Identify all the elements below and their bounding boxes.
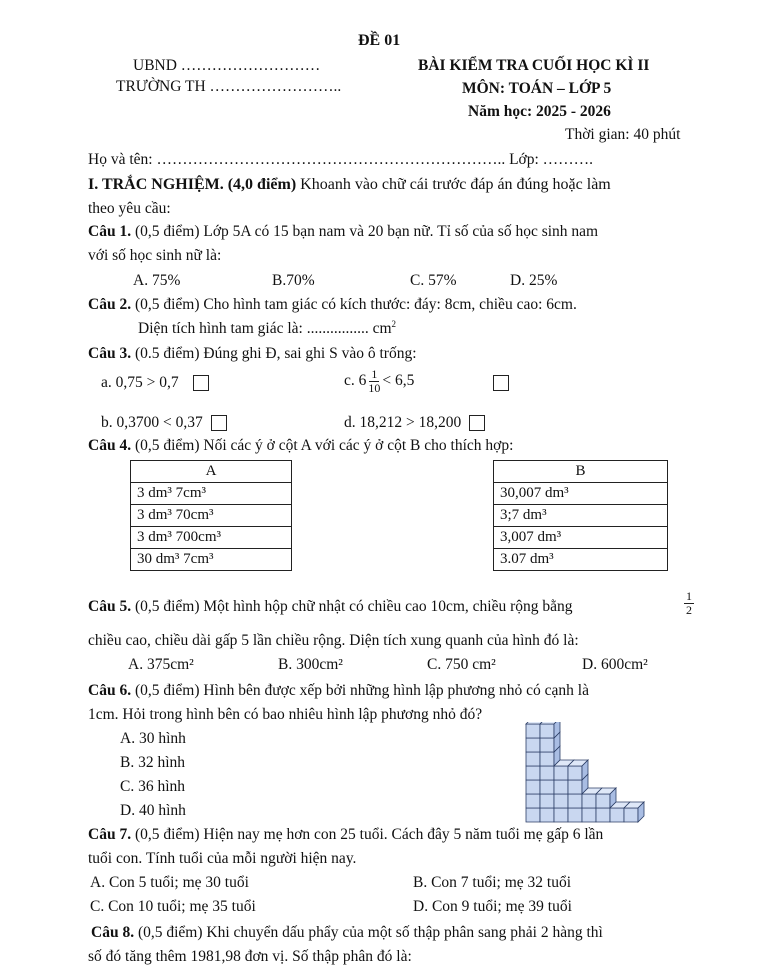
- q2-answer-line: Diện tích hình tam giác là: ................ $cm^2$: [138, 318, 397, 337]
- q6-option-b[interactable]: B. 32 hình: [120, 754, 186, 771]
- cube-staircase-figure: [522, 722, 654, 828]
- q7-text-line1: Câu 7. (0,5 điểm) Hiện nay mẹ hơn con 25 tuổi. Cách đây 5 năm tuổi mẹ gấp 6 lần: [88, 826, 604, 843]
- cube-face: [540, 808, 554, 822]
- q8-text-line2: số đó tăng thêm 1981,98 đơn vị. Số thập phân đó là:: [88, 948, 412, 965]
- q7-option-b[interactable]: B. Con 7 tuổi; mẹ 32 tuổi: [413, 874, 572, 891]
- cube-face: [526, 724, 540, 738]
- q1-text-line2: với số học sinh nữ là:: [88, 247, 222, 264]
- cube-face: [568, 794, 582, 808]
- cube-face: [582, 794, 596, 808]
- q7-label: Câu 7.: [88, 826, 132, 843]
- q7-option-a[interactable]: A. Con 5 tuổi; mẹ 30 tuổi: [90, 874, 249, 891]
- q5-text-line2: chiều cao, chiều dài gấp 5 lần chiều rộng. Diện tích xung quanh của hình đó là:: [88, 632, 579, 649]
- q5-option-a[interactable]: A. 375cm²: [128, 656, 194, 673]
- q4-column-a-table: [130, 460, 292, 571]
- cube-face: [596, 808, 610, 822]
- q5-text-line1: Câu 5. (0,5 điểm) Một hình hộp chữ nhật có chiều cao 10cm, chiều rộng bằng: [88, 598, 573, 615]
- q4-col-a-item[interactable]: 3 dm³ 7cm³: [131, 483, 292, 505]
- q4-col-a-header: A: [131, 461, 292, 483]
- q8-label: Câu 8.: [91, 924, 135, 941]
- cube-face: [540, 724, 554, 738]
- q3-c-answer-box[interactable]: [493, 375, 509, 391]
- q4-col-a-item[interactable]: 3 dm³ 700cm³: [131, 527, 292, 549]
- cube-face: [610, 808, 624, 822]
- q5-option-b[interactable]: B. 300cm²: [278, 656, 343, 673]
- q5-fraction: $\frac{1}{2}$: [686, 589, 692, 617]
- q1-option-d[interactable]: D. 25%: [510, 272, 558, 289]
- cube-face: [526, 780, 540, 794]
- exam-title: BÀI KIỂM TRA CUỐI HỌC KÌ II: [418, 57, 650, 74]
- q3-item-b: b. 0,3700 < 0,37: [101, 414, 227, 432]
- q4-label: Câu 4.: [88, 437, 132, 454]
- cube-face: [554, 766, 568, 780]
- q6-option-c[interactable]: C. 36 hình: [120, 778, 186, 795]
- q1-text-line1: Câu 1. (0,5 điểm) Lớp 5A có 15 bạn nam và 20 bạn nữ. Tỉ số của số học sinh nam: [88, 223, 599, 240]
- section1-heading: [88, 176, 611, 194]
- q7-option-d[interactable]: D. Con 9 tuổi; mẹ 39 tuổi: [413, 898, 572, 915]
- q3-text: Câu 3. (0.5 điểm) Đúng ghi Đ, sai ghi S vào ô trống:: [88, 345, 417, 362]
- exam-time: Thời gian: 40 phút: [565, 126, 681, 143]
- cube-face: [554, 794, 568, 808]
- q5-option-d[interactable]: D. 600cm²: [582, 656, 648, 673]
- q4-col-b-item[interactable]: 3;7 dm³: [494, 505, 668, 527]
- q7-option-c[interactable]: C. Con 10 tuổi; mẹ 35 tuổi: [90, 898, 256, 915]
- q4-col-a-item[interactable]: 30 dm³ 7cm³: [131, 549, 292, 571]
- q3-a-answer-box[interactable]: [193, 375, 209, 391]
- q4-col-b-header: B: [494, 461, 668, 483]
- q8-text-line1: Câu 8. (0,5 điểm) Khi chuyển dấu phẩy của một số thập phân sang phải 2 hàng thì: [91, 924, 603, 941]
- q3-item-a: a. 0,75 > 0,7: [101, 374, 209, 392]
- q3-item-c: c. 6 $\frac{1}{10}$ < 6,5: [344, 367, 415, 395]
- q5-option-c[interactable]: C. 750 cm²: [427, 656, 496, 673]
- cube-face: [554, 780, 568, 794]
- q4-col-b-item[interactable]: 3.07 dm³: [494, 549, 668, 571]
- q4-col-a-item[interactable]: 3 dm³ 70cm³: [131, 505, 292, 527]
- cube-face: [526, 766, 540, 780]
- q5-label: Câu 5.: [88, 598, 132, 615]
- q1-option-b[interactable]: B.70%: [272, 272, 315, 289]
- school-year: Năm học: 2025 - 2026: [468, 103, 611, 120]
- cube-face: [526, 752, 540, 766]
- cube-face: [568, 780, 582, 794]
- q4-col-b-item[interactable]: 30,007 dm³: [494, 483, 668, 505]
- cube-face: [540, 794, 554, 808]
- q1-label: Câu 1.: [88, 223, 132, 240]
- student-name-line: Họ và tên: ………………………………………………………….. Lớp: ……….: [88, 151, 594, 168]
- exam-code: ĐỀ 01: [358, 32, 401, 49]
- cube-face: [540, 752, 554, 766]
- q6-text-line2: 1cm. Hỏi trong hình bên có bao nhiêu hình lập phương nhỏ đó?: [88, 706, 483, 723]
- q2-text: Câu 2. (0,5 điểm) Cho hình tam giác có kích thước: đáy: 8cm, chiều cao: 6cm.: [88, 296, 577, 313]
- cube-face: [540, 766, 554, 780]
- q2-label: Câu 2.: [88, 296, 132, 313]
- cube-face: [624, 808, 638, 822]
- cube-face: [568, 808, 582, 822]
- cube-face: [526, 738, 540, 752]
- q3-item-d: d. 18,212 > 18,200: [344, 414, 485, 432]
- section1-instruction-cont: theo yêu cầu:: [88, 200, 171, 217]
- ubnd-line: UBND ………………………: [133, 57, 321, 74]
- q3-d-answer-box[interactable]: [469, 415, 485, 431]
- q6-option-d[interactable]: D. 40 hình: [120, 802, 186, 819]
- cube-face: [526, 794, 540, 808]
- section1-instruction: Khoanh vào chữ cái trước đáp án đúng hoặc làm: [300, 176, 611, 193]
- q4-text: Câu 4. (0,5 điểm) Nối các ý ở cột A với các ý ở cột B cho thích hợp:: [88, 437, 514, 454]
- cube-face: [554, 808, 568, 822]
- q1-option-a[interactable]: A. 75%: [133, 272, 181, 289]
- q6-option-a[interactable]: A. 30 hình: [120, 730, 186, 747]
- q7-text-line2: tuổi con. Tính tuổi của mỗi người hiện nay.: [88, 850, 357, 867]
- cube-face: [582, 808, 596, 822]
- q4-col-b-item[interactable]: 3,007 dm³: [494, 527, 668, 549]
- q4-column-b-table: [493, 460, 668, 571]
- q3-b-answer-box[interactable]: [211, 415, 227, 431]
- q6-label: Câu 6.: [88, 682, 132, 699]
- q6-text-line1: Câu 6. (0,5 điểm) Hình bên được xếp bởi những hình lập phương nhỏ có cạnh là: [88, 682, 589, 699]
- cube-face: [568, 766, 582, 780]
- cube-face: [596, 794, 610, 808]
- cube-face: [540, 738, 554, 752]
- cube-face: [526, 808, 540, 822]
- subject-title: MÔN: TOÁN – LỚP 5: [462, 80, 612, 97]
- q3-label: Câu 3.: [88, 345, 132, 362]
- section1-title: I. TRẮC NGHIỆM. (4,0 điểm): [88, 176, 297, 193]
- cube-face: [540, 780, 554, 794]
- q1-option-c[interactable]: C. 57%: [410, 272, 457, 289]
- school-line: TRƯỜNG TH ……………………..: [116, 78, 342, 95]
